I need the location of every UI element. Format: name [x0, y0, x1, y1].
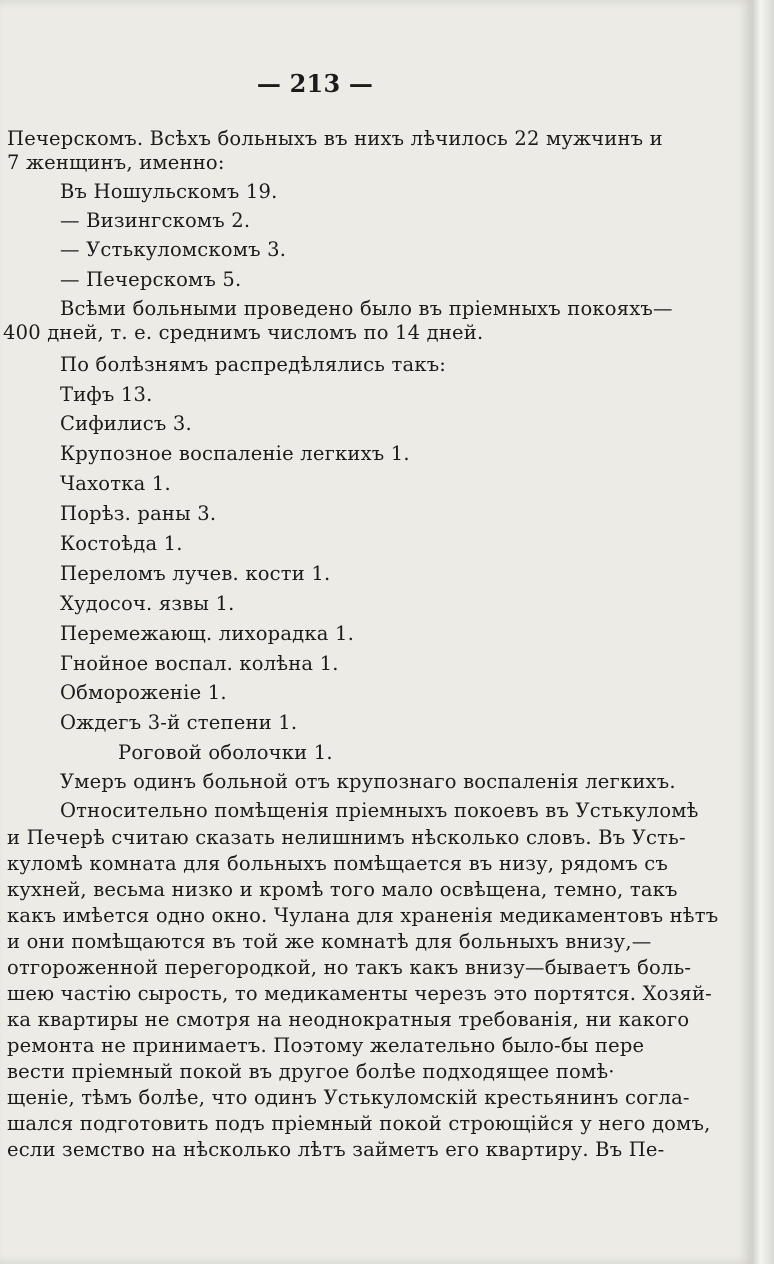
text-line: 7 женщинъ, именно: — [7, 151, 225, 174]
list-item: — Устькуломскомъ 3. — [60, 238, 287, 261]
text-line: если земство на нѣсколько лѣтъ займетъ его квартиру. Въ Пе- — [7, 1138, 665, 1161]
text-line: кухней, весьма низко и кромѣ того мало освѣщена, темно, такъ — [7, 878, 678, 901]
list-item: Переломъ лучев. кости 1. — [60, 562, 331, 585]
text-line: какъ имѣется одно окно. Чулана для храненія медикаментовъ нѣтъ — [7, 904, 719, 927]
list-item: Сифилисъ 3. — [60, 412, 192, 435]
text-line: ка квартиры не смотря на неоднократныя требованія, ни какого — [7, 1008, 690, 1031]
list-item: Крупозное воспаленіе легкихъ 1. — [60, 442, 410, 465]
page-number: — 213 — — [256, 69, 374, 98]
list-item: Худосоч. язвы 1. — [60, 592, 235, 615]
list-item: Обмороженіе 1. — [60, 681, 227, 704]
text-line: вести пріемный покой въ другое болѣе подходящее помѣ· — [7, 1060, 615, 1083]
page-edge — [752, 0, 774, 1264]
list-item: Костоѣда 1. — [60, 532, 183, 555]
text-line: щеніе, тѣмъ болѣе, что одинъ Устькуломскій крестьянинъ согла- — [7, 1086, 690, 1109]
list-item: Роговой оболочки 1. — [118, 741, 333, 764]
text-line: Печерскомъ. Всѣхъ больныхъ въ нихъ лѣчилось 22 мужчинъ и — [7, 127, 663, 150]
list-item: — Печерскомъ 5. — [60, 268, 242, 291]
text-line: куломѣ комната для больныхъ помѣщается въ низу, рядомъ съ — [7, 852, 669, 875]
text-line: По болѣзнямъ распредѣлялись такъ: — [60, 353, 447, 376]
list-item: Перемежающ. лихорадка 1. — [60, 622, 354, 645]
text-line: и Печерѣ считаю сказать нелишнимъ нѣсколько словъ. Въ Усть- — [7, 826, 686, 849]
text-line: отгороженной перегородкой, но такъ какъ внизу—бываетъ боль- — [7, 956, 692, 979]
list-item: Гнойное воспал. колѣна 1. — [60, 652, 339, 675]
text-line: Относительно помѣщенія пріемныхъ покоевъ въ Устькуломѣ — [60, 799, 699, 822]
text-line: Умеръ одинъ больной отъ крупознаго воспаленія легкихъ. — [60, 770, 676, 793]
text-line: 400 дней, т. е. среднимъ числомъ по 14 дней. — [3, 321, 484, 344]
list-item: Въ Ношульскомъ 19. — [60, 180, 278, 203]
text-line: шею частію сырость, то медикаменты черезъ это портятся. Хозяй- — [7, 982, 712, 1005]
list-item: Тифъ 13. — [60, 383, 153, 406]
list-item: Порѣз. раны 3. — [60, 502, 217, 525]
text-line: и они помѣщаются въ той же комнатѣ для больныхъ внизу,— — [7, 930, 652, 953]
list-item: — Визингскомъ 2. — [60, 209, 251, 232]
text-line: шался подготовить подъ пріемный покой строющійся у него домъ, — [7, 1112, 711, 1135]
text-line: Всѣми больными проведено было въ пріемныхъ покояхъ— — [60, 297, 673, 320]
list-item: Ождегъ 3-й степени 1. — [60, 711, 298, 734]
list-item: Чахотка 1. — [60, 472, 171, 495]
text-line: ремонта не принимаетъ. Поэтому желательно было-бы пере — [7, 1034, 645, 1057]
